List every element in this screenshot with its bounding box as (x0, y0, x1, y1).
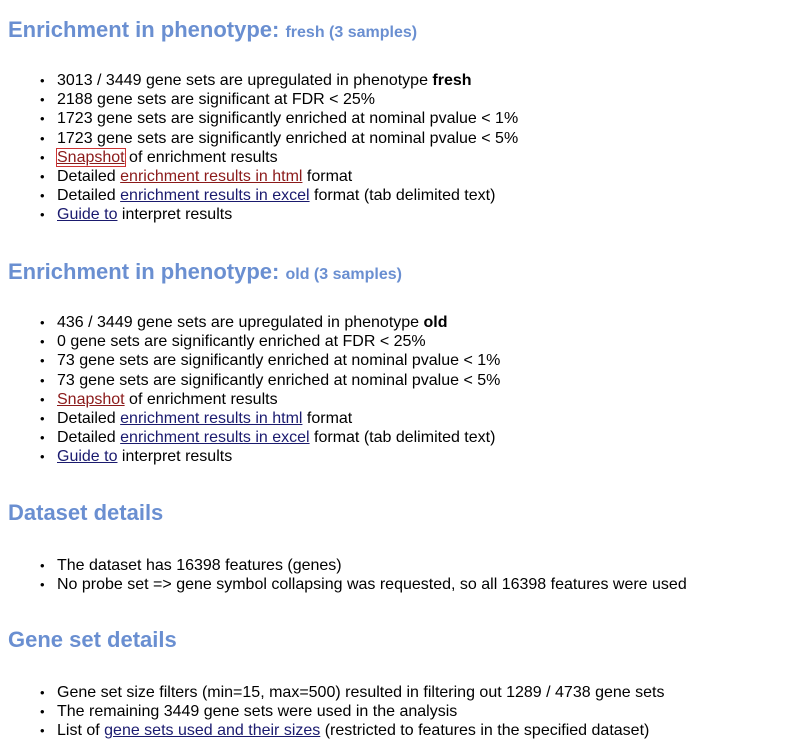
item-text: 3013 / 3449 gene sets are upregulated in phenotype (57, 72, 433, 89)
list-item-fdr (8, 90, 518, 109)
heading-subtitle: old (3 samples) (285, 266, 402, 283)
list-item-pvalue-5 (8, 129, 518, 148)
list-gene-set-details (8, 683, 664, 741)
item-text: The remaining 3449 gene sets were used in the analysis (57, 703, 458, 721)
html-results-link[interactable]: enrichment results in html (120, 167, 303, 185)
list-item-filters (8, 683, 664, 702)
list-item-html (8, 409, 500, 428)
list-item-gene-sets-list (8, 721, 664, 740)
list-item-collapsing (8, 575, 687, 594)
snapshot-link[interactable]: Snapshot (57, 390, 125, 408)
heading-enrichment-fresh (8, 17, 417, 46)
item-text: (restricted to features in the specified dataset) (320, 722, 650, 740)
list-item-features (8, 556, 687, 575)
item-text: 436 / 3449 gene sets are upregulated in phenotype (57, 314, 424, 331)
list-item-excel (8, 428, 500, 447)
item-text: Gene set size filters (min=15, max=500) resulted in filtering out 1289 / 4738 gene sets (57, 684, 665, 701)
item-text: 73 gene sets are significantly enriched at nominal pvalue < 1% (57, 352, 501, 370)
excel-results-link[interactable]: enrichment results in excel (120, 429, 310, 447)
phenotype-name: old (423, 314, 448, 331)
item-text: format (tab delimited text) (309, 429, 496, 447)
item-text: Detailed (57, 429, 121, 447)
item-text: 2188 gene sets are significant at FDR < 25% (57, 91, 375, 109)
list-enrichment-old (8, 313, 500, 467)
list-item-pvalue-5 (8, 371, 500, 390)
item-text: format (tab delimited text) (309, 187, 496, 205)
item-text: of enrichment results (124, 390, 278, 408)
list-item-pvalue-1 (8, 351, 500, 370)
item-text: 73 gene sets are significantly enriched at nominal pvalue < 5% (57, 371, 501, 389)
list-item-guide (8, 447, 500, 466)
item-text: No probe set => gene symbol collapsing was requested, so all 16398 features were used (57, 576, 687, 594)
phenotype-name: fresh (432, 72, 472, 89)
excel-results-link[interactable]: enrichment results in excel (120, 187, 310, 205)
item-text: Detailed (57, 167, 121, 185)
item-text: format (302, 409, 353, 427)
list-item-upregulated (8, 313, 500, 332)
item-text: interpret results (117, 448, 233, 466)
list-item-guide (8, 205, 518, 224)
item-text: 0 gene sets are significantly enriched at FDR < 25% (57, 333, 426, 351)
snapshot-link[interactable]: Snapshot (57, 148, 125, 166)
heading-title: Enrichment in phenotype: (8, 259, 286, 284)
list-item-html (8, 167, 518, 186)
list-item-excel (8, 186, 518, 205)
list-item-fdr (8, 332, 500, 351)
heading-subtitle: fresh (3 samples) (285, 24, 418, 41)
heading-dataset-details: Dataset details (8, 500, 164, 525)
item-text: Detailed (57, 187, 121, 205)
heading-title: Enrichment in phenotype: (8, 17, 286, 42)
guide-link[interactable]: Guide to (57, 206, 118, 224)
list-dataset-details (8, 556, 687, 594)
item-text: The dataset has 16398 features (genes) (57, 557, 342, 574)
item-text: of enrichment results (124, 148, 278, 166)
item-text: 1723 gene sets are significantly enriched at nominal pvalue < 5% (57, 129, 519, 147)
list-item-upregulated (8, 71, 518, 90)
item-text: interpret results (117, 206, 233, 224)
heading-gene-set-details: Gene set details (8, 627, 177, 652)
item-text: List of (57, 722, 105, 740)
list-item-snapshot (8, 390, 500, 409)
html-results-link[interactable]: enrichment results in html (120, 409, 303, 427)
list-item-remaining (8, 702, 664, 721)
list-item-snapshot (8, 148, 518, 167)
heading-enrichment-old (8, 259, 402, 288)
guide-link[interactable]: Guide to (57, 448, 118, 466)
list-enrichment-fresh (8, 71, 518, 225)
gene-sets-sizes-link[interactable]: gene sets used and their sizes (104, 722, 321, 740)
item-text: 1723 gene sets are significantly enriched at nominal pvalue < 1% (57, 110, 519, 128)
list-item-pvalue-1 (8, 109, 518, 128)
item-text: Detailed (57, 409, 121, 427)
item-text: format (302, 167, 353, 185)
